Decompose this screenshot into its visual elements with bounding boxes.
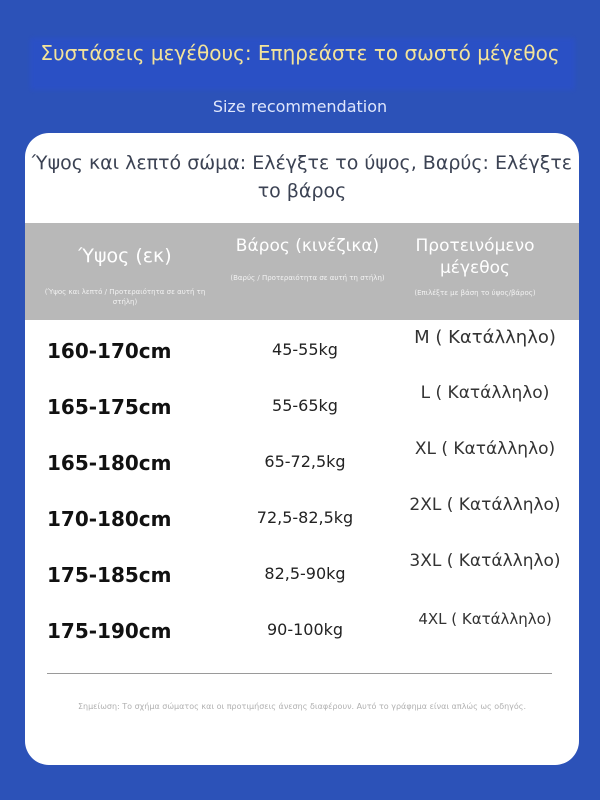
table-row (25, 435, 579, 491)
weight-cell: 90-100kg (266, 620, 344, 639)
page-title: Συστάσεις μεγέθους: Επηρεάστε το σωστό μέγεθος (40, 41, 560, 65)
height-cell: 165-175cm (47, 395, 172, 419)
weight-cell: 72,5-82,5kg (256, 508, 354, 527)
weight-cell: 45-55kg (272, 340, 338, 359)
table-row (25, 603, 579, 659)
column-label: Ύψος (εκ) (78, 245, 172, 267)
column-header-weight (220, 223, 395, 283)
size-table-body (25, 323, 579, 659)
table-row (25, 491, 579, 547)
table-row (25, 547, 579, 603)
weight-cell: 55-65kg (272, 396, 338, 415)
table-row (25, 379, 579, 435)
table-divider (47, 673, 552, 674)
size-cell: 2XL ( Κατάλληλο) (409, 495, 561, 515)
size-cell: 3XL ( Κατάλληλο) (409, 551, 561, 571)
column-header-size (385, 223, 565, 298)
card-heading: Ύψος και λεπτό σώμα: Ελέγξτε το ύψος, Βαρύς: Ελέγξτε το βάρος (31, 152, 573, 202)
column-note: (Επιλέξτε με βάση το ύψος/βάρος) (414, 289, 536, 297)
footnote: Σημείωση: Το σχήμα σώματος και οι προτιμήσεις άνεσης διαφέρουν. Αυτό το γράφημα είναι απλώς ως οδηγός. (77, 702, 527, 711)
height-cell: 160-170cm (47, 339, 172, 363)
height-cell: 175-185cm (47, 563, 172, 587)
size-cell: XL ( Κατάλληλο) (414, 439, 556, 459)
table-row (25, 323, 579, 379)
column-header-height (35, 223, 215, 307)
height-cell: 170-180cm (47, 507, 172, 531)
height-cell: 175-190cm (47, 619, 172, 643)
size-cell: 4XL ( Κατάλληλο) (418, 610, 552, 628)
table-header (25, 223, 579, 320)
weight-cell: 82,5-90kg (264, 564, 346, 583)
column-label: Προτεινόμενο μέγεθος (415, 236, 535, 278)
column-note: (Βαρύς / Προτεραιότητα σε αυτή τη στήλη) (230, 274, 385, 282)
column-note: (Ύψος και λεπτό / Προτεραιότητα σε αυτή τη στήλη) (44, 288, 206, 306)
size-cell: L ( Κατάλληλο) (420, 383, 550, 403)
height-cell: 165-180cm (47, 451, 172, 475)
size-cell: M ( Κατάλληλο) (414, 327, 556, 348)
column-label: Βάρος (κινέζικα) (235, 236, 380, 256)
page-subtitle: Size recommendation (212, 97, 388, 116)
weight-cell: 65-72,5kg (264, 452, 346, 471)
size-chart-card (25, 133, 579, 765)
